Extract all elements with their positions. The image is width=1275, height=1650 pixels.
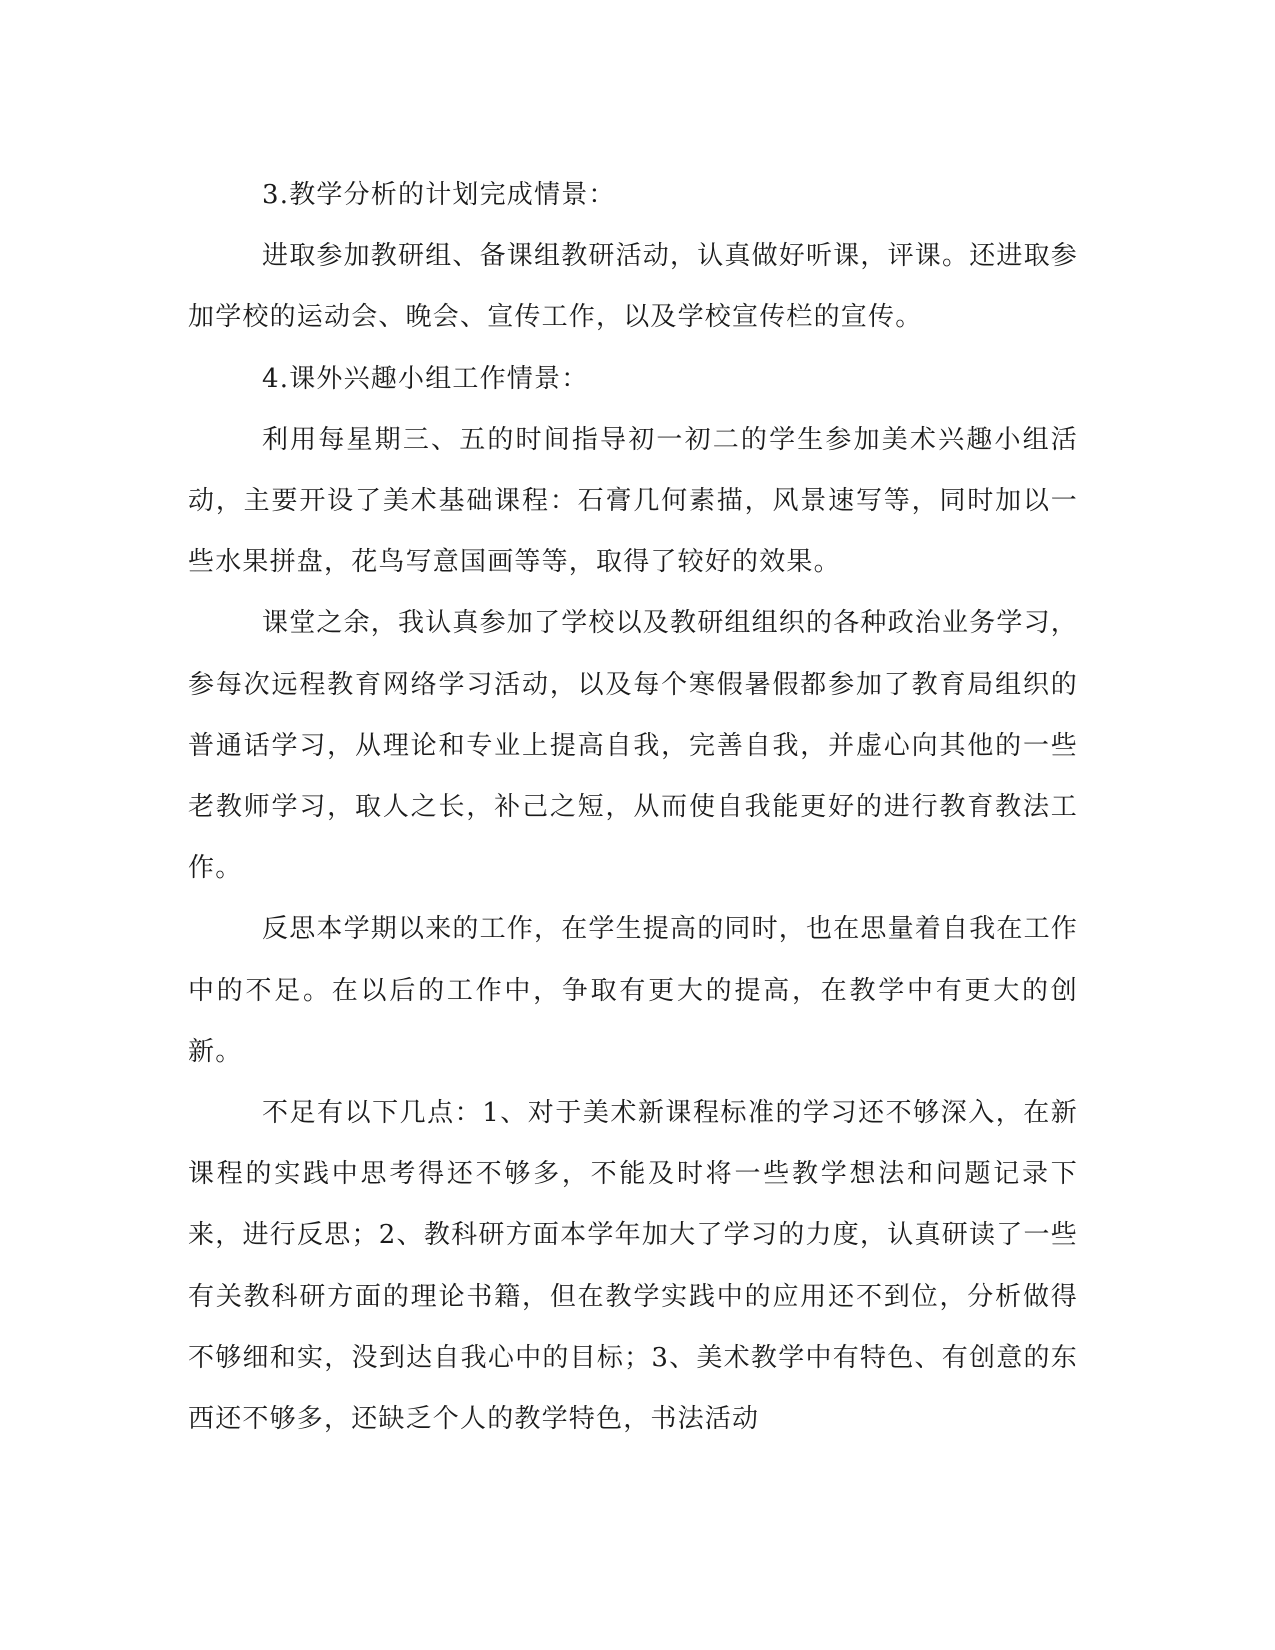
document-body xyxy=(188,165,1078,1450)
paragraph-art-interest-group: 利用每星期三、五的时间指导初一初二的学生参加美术兴趣小组活动，主要开设了美术基础课程：石膏几何素描，风景速写等，同时加以一些水果拼盘，花鸟写意国画等等，取得了较好的效果。 xyxy=(188,424,1078,578)
heading-interest-group: 4.课外兴趣小组工作情景： xyxy=(262,363,589,394)
paragraph-shortcomings: 不足有以下几点：1、对于美术新课程标准的学习还不够深入，在新课程的实践中思考得还不够多，不能及时将一些教学想法和问题记录下来，进行反思；2、教科研方面本学年加大了学习的力度，认真研读了一些有关教科研方面的理论书籍，但在教学实践中的应用还不到位，分析做得不够细和实，没到达自我心中的目标；3、美术教学中有特色、有创意的东西还不够多，还缺乏个人的教学特色，书法活动 xyxy=(188,1098,1078,1435)
paragraph-after-class-study: 课堂之余，我认真参加了学校以及教研组组织的各种政治业务学习，参每次远程教育网络学习活动，以及每个寒假暑假都参加了教育局组织的普通话学习，从理论和专业上提高自我，完善自我，并虚心向其他的一些老教师学习，取人之长，补己之短，从而使自我能更好的进行教育教法工作。 xyxy=(188,608,1079,884)
paragraph-reflection: 反思本学期以来的工作，在学生提高的同时，也在思量着自我在工作中的不足。在以后的工作中，争取有更大的提高，在教学中有更大的创新。 xyxy=(188,914,1079,1067)
heading-teaching-analysis: 3.教学分析的计划完成情景： xyxy=(262,180,616,210)
paragraph-research-activities: 进取参加教研组、备课组教研活动，认真做好听课，评课。还进取参加学校的运动会、晚会、宣传工作，以及学校宣传栏的宣传。 xyxy=(188,241,1079,333)
